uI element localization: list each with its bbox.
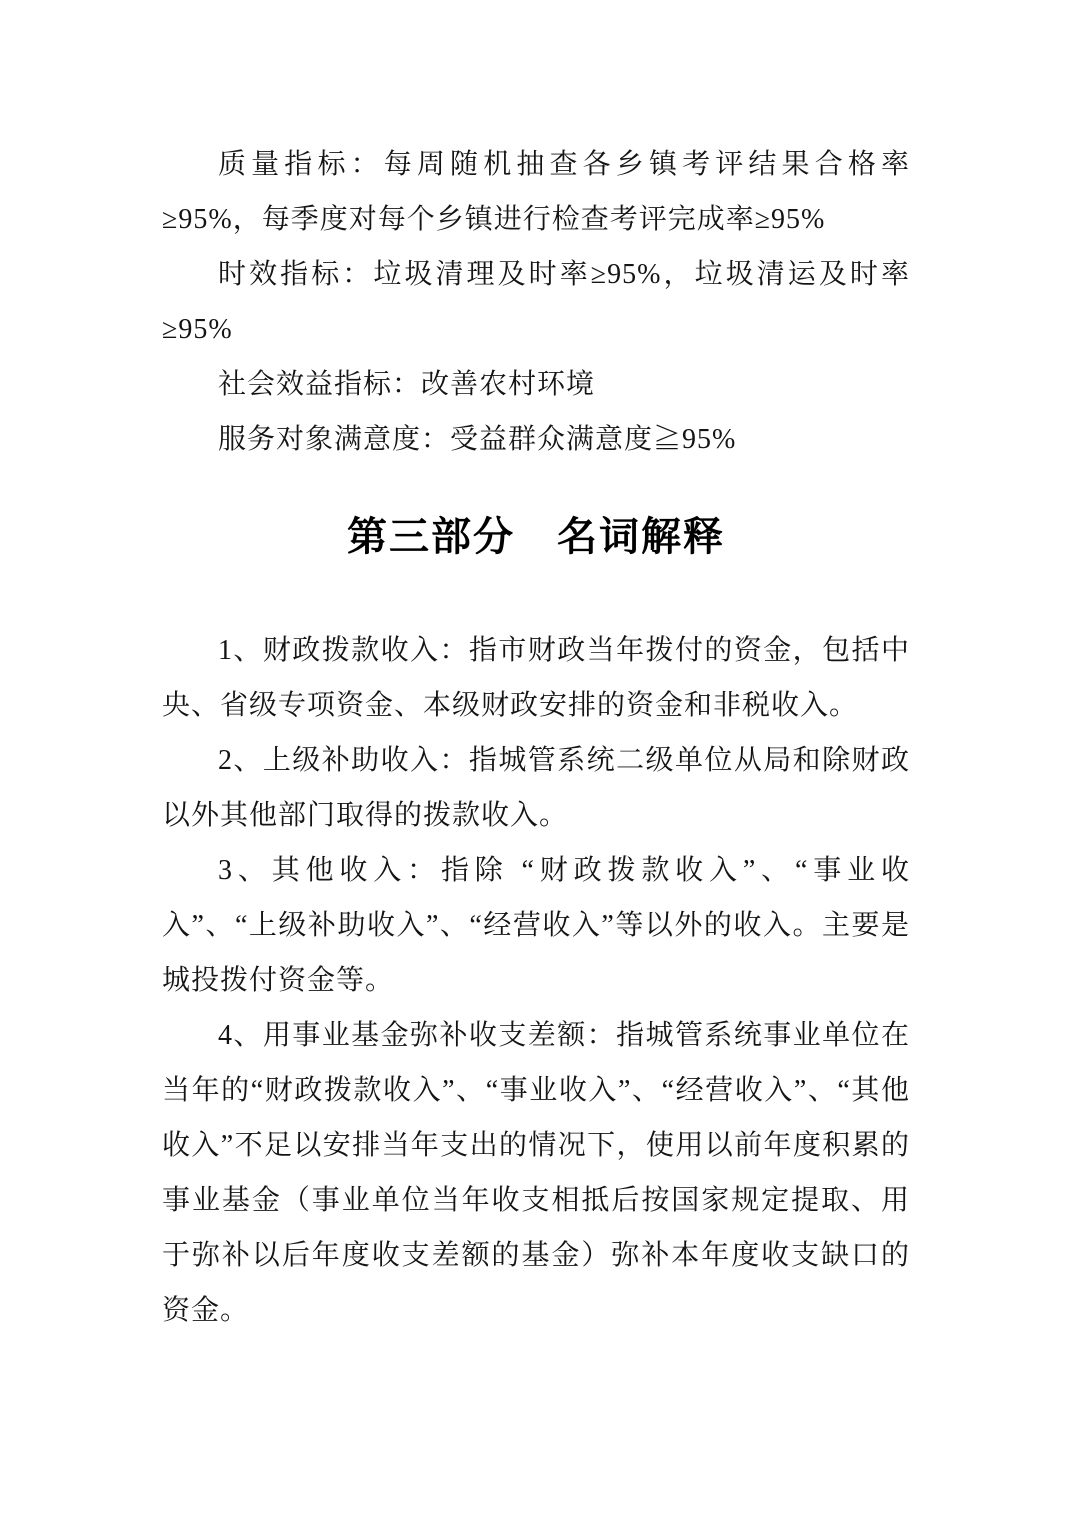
definition-paragraph-career-fund-deficit: 4、用事业基金弥补收支差额：指城管系统事业单位在当年的“财政拨款收入”、“事业收入”、“经营收入”、“其他收入”不足以安排当年支出的情况下，使用以前年度积累的事业基金（事业单位当年收支相抵后按国家规定提取、用于弥补以后年度收支差额的基金）弥补本年度收支缺口的资金。 (162, 1020, 910, 1326)
indicator-paragraph-quality: 质量指标：每周随机抽查各乡镇考评结果合格率 ≥95%，每季度对每个乡镇进行检查考评完成率≥95% (162, 149, 910, 235)
definition-paragraph-other-income: 3、其他收入：指除 “财政拨款收入”、“事业收入”、“上级补助收入”、“经营收入”等以外的收入。主要是城投拨付资金等。 (162, 855, 910, 996)
section-heading: 第三部分 名词解释 (347, 515, 725, 559)
indicator-paragraph-satisfaction: 服务对象满意度：受益群众满意度≧95% (218, 424, 737, 455)
indicator-paragraph-social-benefit: 社会效益指标：改善农村环境 (218, 369, 596, 400)
indicator-paragraph-timeliness: 时效指标：垃圾清理及时率≥95%，垃圾清运及时率≥95% (162, 259, 910, 345)
document-content (162, 0, 910, 1338)
definition-paragraph-fiscal-appropriation-income: 1、财政拨款收入：指市财政当年拨付的资金，包括中央、省级专项资金、本级财政安排的资金和非税收入。 (162, 635, 910, 721)
definition-paragraph-superior-subsidy-income: 2、上级补助收入：指城管系统二级单位从局和除财政以外其他部门取得的拨款收入。 (162, 745, 910, 831)
